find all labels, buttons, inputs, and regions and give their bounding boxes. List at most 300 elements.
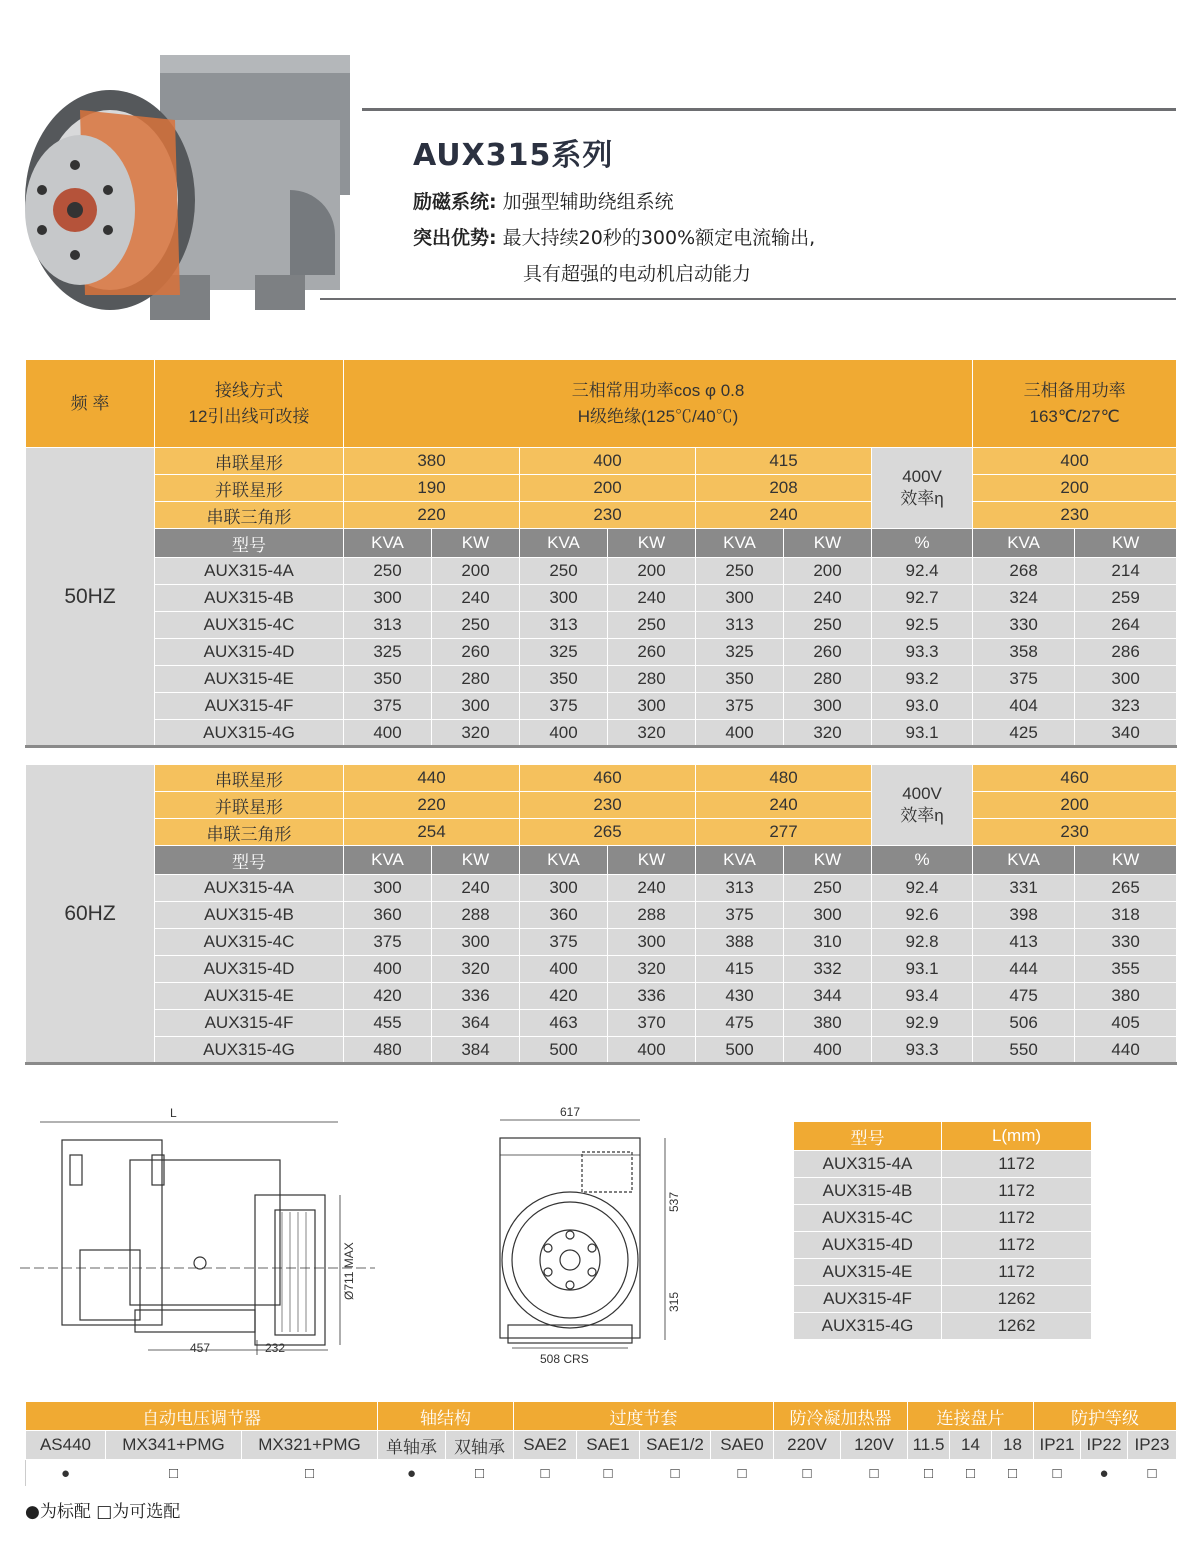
side-length-label: L — [170, 1106, 177, 1120]
option-value: SAE2 — [514, 1431, 577, 1460]
table-row — [26, 902, 1177, 929]
side-dim-232: 232 — [265, 1341, 286, 1355]
option-value: SAE1 — [577, 1431, 640, 1460]
value-cell: 280 — [432, 666, 520, 693]
col-header-pct: % — [872, 846, 973, 875]
value-cell: 250 — [784, 875, 872, 902]
table-row — [26, 875, 1177, 902]
option-value: 18 — [992, 1431, 1034, 1460]
value-cell: 404 — [973, 693, 1075, 720]
model-cell: AUX315-4G — [155, 720, 344, 747]
standby-voltage-cell: 200 — [973, 475, 1177, 502]
value-cell: 350 — [344, 666, 432, 693]
standby-voltage-cell: 460 — [973, 765, 1177, 792]
table-row — [794, 1286, 1092, 1313]
value-cell: 259 — [1075, 585, 1177, 612]
value-cell: 280 — [608, 666, 696, 693]
efficiency-label: 400V 效率η — [872, 765, 973, 846]
header-top-rule — [362, 108, 1176, 111]
value-cell: 344 — [784, 983, 872, 1010]
value-cell: 324 — [973, 585, 1075, 612]
option-value: IP23 — [1128, 1431, 1177, 1460]
option-value: 双轴承 — [446, 1431, 514, 1460]
voltage-cell: 230 — [520, 792, 696, 819]
option-value: MX341+PMG — [106, 1431, 242, 1460]
side-diameter-label: Ø711 MAX — [342, 1242, 356, 1300]
value-cell: 240 — [608, 585, 696, 612]
option-mark: □ — [106, 1460, 242, 1487]
value-cell: 375 — [344, 693, 432, 720]
col-model-header: 型号 — [155, 529, 344, 558]
table-row — [26, 956, 1177, 983]
spec-table — [25, 359, 1177, 1065]
voltage-cell: 220 — [344, 792, 520, 819]
value-cell: 388 — [696, 929, 784, 956]
value-cell: 93.2 — [872, 666, 973, 693]
table-row — [794, 1232, 1092, 1259]
value-cell: 250 — [344, 558, 432, 585]
value-cell: 300 — [784, 693, 872, 720]
wiring-label: 串联星形 — [155, 448, 344, 475]
wiring-label: 串联三角形 — [155, 819, 344, 846]
front-height-537: 537 — [667, 1191, 681, 1212]
value-cell: 400 — [344, 956, 432, 983]
option-group-coupling: 连接盘片 — [908, 1402, 1034, 1431]
value-cell: 250 — [696, 558, 784, 585]
value-cell: 300 — [520, 585, 608, 612]
value-cell: 200 — [608, 558, 696, 585]
table-row — [26, 612, 1177, 639]
dim-length-cell: 1172 — [942, 1232, 1092, 1259]
table-row — [26, 1037, 1177, 1064]
dim-length-cell: 1172 — [942, 1178, 1092, 1205]
value-cell: 370 — [608, 1010, 696, 1037]
value-cell: 330 — [1075, 929, 1177, 956]
value-cell: 350 — [520, 666, 608, 693]
voltage-cell: 220 — [344, 502, 520, 529]
col-header-kva: KVA — [344, 529, 432, 558]
option-value: MX321+PMG — [242, 1431, 378, 1460]
value-cell: 430 — [696, 983, 784, 1010]
voltage-cell: 460 — [520, 765, 696, 792]
freq-header: 频 率 — [26, 360, 155, 448]
col-header-kw: KW — [432, 529, 520, 558]
value-cell: 260 — [432, 639, 520, 666]
standby-voltage-cell: 200 — [973, 792, 1177, 819]
option-mark: □ — [841, 1460, 908, 1487]
value-cell: 92.6 — [872, 902, 973, 929]
col-header-kva: KVA — [344, 846, 432, 875]
standby-power-header: 三相备用功率 163℃/27℃ — [973, 360, 1177, 448]
option-mark: ● — [26, 1460, 106, 1487]
option-mark: □ — [1128, 1460, 1177, 1487]
voltage-cell: 380 — [344, 448, 520, 475]
option-value: IP21 — [1034, 1431, 1081, 1460]
value-cell: 325 — [520, 639, 608, 666]
value-cell: 355 — [1075, 956, 1177, 983]
dim-model-cell: AUX315-4B — [794, 1178, 942, 1205]
voltage-cell: 265 — [520, 819, 696, 846]
value-cell: 240 — [432, 585, 520, 612]
option-value: SAE0 — [711, 1431, 774, 1460]
option-group-avr: 自动电压调节器 — [26, 1402, 378, 1431]
value-cell: 300 — [608, 693, 696, 720]
continuous-power-header: 三相常用功率cos φ 0.8 H级绝缘(125℃/40℃) — [344, 360, 973, 448]
option-group-adapter: 过度节套 — [514, 1402, 774, 1431]
value-cell: 260 — [784, 639, 872, 666]
option-mark: □ — [908, 1460, 950, 1487]
voltage-cell: 400 — [520, 448, 696, 475]
option-value: 120V — [841, 1431, 908, 1460]
value-cell: 320 — [608, 720, 696, 747]
value-cell: 405 — [1075, 1010, 1177, 1037]
voltage-cell: 440 — [344, 765, 520, 792]
voltage-cell: 208 — [696, 475, 872, 502]
value-cell: 300 — [1075, 666, 1177, 693]
dim-length-cell: 1262 — [942, 1313, 1092, 1340]
value-cell: 260 — [608, 639, 696, 666]
col-header-kw: KW — [1075, 846, 1177, 875]
table-row — [794, 1313, 1092, 1340]
value-cell: 250 — [784, 612, 872, 639]
advantage-line — [413, 223, 815, 250]
value-cell: 300 — [520, 875, 608, 902]
frequency-cell: 50HZ — [26, 448, 155, 747]
value-cell: 200 — [432, 558, 520, 585]
option-mark: □ — [446, 1460, 514, 1487]
value-cell: 300 — [344, 585, 432, 612]
value-cell: 93.4 — [872, 983, 973, 1010]
dim-header-length: L(mm) — [942, 1122, 1092, 1151]
advantage-label: 突出优势: — [413, 227, 497, 249]
value-cell: 400 — [344, 720, 432, 747]
model-cell: AUX315-4G — [155, 1037, 344, 1064]
value-cell: 330 — [973, 612, 1075, 639]
value-cell: 463 — [520, 1010, 608, 1037]
col-header-kw: KW — [608, 529, 696, 558]
value-cell: 300 — [784, 902, 872, 929]
value-cell: 250 — [608, 612, 696, 639]
value-cell: 350 — [696, 666, 784, 693]
value-cell: 500 — [520, 1037, 608, 1064]
wiring-label: 并联星形 — [155, 792, 344, 819]
value-cell: 93.3 — [872, 639, 973, 666]
dim-model-cell: AUX315-4A — [794, 1151, 942, 1178]
voltage-cell: 480 — [696, 765, 872, 792]
value-cell: 93.3 — [872, 1037, 973, 1064]
option-mark: □ — [711, 1460, 774, 1487]
dim-model-cell: AUX315-4G — [794, 1313, 942, 1340]
generator-image — [20, 50, 360, 330]
col-header-kw: KW — [1075, 529, 1177, 558]
dim-model-cell: AUX315-4F — [794, 1286, 942, 1313]
col-header-kw: KW — [432, 846, 520, 875]
option-mark: □ — [640, 1460, 711, 1487]
value-cell: 300 — [608, 929, 696, 956]
excitation-line — [413, 187, 674, 214]
value-cell: 380 — [1075, 983, 1177, 1010]
value-cell: 364 — [432, 1010, 520, 1037]
table-row — [26, 929, 1177, 956]
wiring-label: 并联星形 — [155, 475, 344, 502]
value-cell: 375 — [520, 929, 608, 956]
option-mark: □ — [950, 1460, 992, 1487]
table-row — [26, 639, 1177, 666]
model-cell: AUX315-4D — [155, 639, 344, 666]
standby-voltage-cell: 230 — [973, 819, 1177, 846]
option-value: 220V — [774, 1431, 841, 1460]
value-cell: 250 — [432, 612, 520, 639]
series-title: AUX315系列 — [413, 138, 614, 173]
value-cell: 336 — [608, 983, 696, 1010]
model-cell: AUX315-4C — [155, 612, 344, 639]
value-cell: 268 — [973, 558, 1075, 585]
value-cell: 400 — [608, 1037, 696, 1064]
value-cell: 288 — [432, 902, 520, 929]
option-value: AS440 — [26, 1431, 106, 1460]
wiring-label: 串联星形 — [155, 765, 344, 792]
option-mark: □ — [992, 1460, 1034, 1487]
model-cell: AUX315-4D — [155, 956, 344, 983]
model-cell: AUX315-4B — [155, 902, 344, 929]
value-cell: 250 — [520, 558, 608, 585]
option-value: 14 — [950, 1431, 992, 1460]
value-cell: 455 — [344, 1010, 432, 1037]
value-cell: 360 — [520, 902, 608, 929]
model-cell: AUX315-4A — [155, 875, 344, 902]
value-cell: 500 — [696, 1037, 784, 1064]
value-cell: 384 — [432, 1037, 520, 1064]
col-header-kw: KW — [608, 846, 696, 875]
excitation-value: 加强型辅助绕组系统 — [502, 191, 674, 213]
option-group-protection: 防护等级 — [1034, 1402, 1177, 1431]
value-cell: 300 — [344, 875, 432, 902]
value-cell: 415 — [696, 956, 784, 983]
voltage-cell: 190 — [344, 475, 520, 502]
value-cell: 332 — [784, 956, 872, 983]
advantage-value-2: 具有超强的电动机启动能力 — [523, 263, 752, 285]
value-cell: 400 — [520, 720, 608, 747]
model-cell: AUX315-4E — [155, 666, 344, 693]
value-cell: 323 — [1075, 693, 1177, 720]
value-cell: 506 — [973, 1010, 1075, 1037]
front-base-label: 508 CRS — [540, 1352, 589, 1366]
dim-length-cell: 1172 — [942, 1151, 1092, 1178]
value-cell: 93.1 — [872, 956, 973, 983]
value-cell: 375 — [696, 902, 784, 929]
value-cell: 310 — [784, 929, 872, 956]
value-cell: 413 — [973, 929, 1075, 956]
options-table — [25, 1401, 1177, 1487]
dim-model-cell: AUX315-4D — [794, 1232, 942, 1259]
voltage-cell: 240 — [696, 502, 872, 529]
value-cell: 92.7 — [872, 585, 973, 612]
value-cell: 320 — [608, 956, 696, 983]
value-cell: 300 — [432, 693, 520, 720]
value-cell: 240 — [608, 875, 696, 902]
value-cell: 240 — [432, 875, 520, 902]
value-cell: 475 — [696, 1010, 784, 1037]
value-cell: 280 — [784, 666, 872, 693]
value-cell: 400 — [520, 956, 608, 983]
value-cell: 440 — [1075, 1037, 1177, 1064]
value-cell: 313 — [344, 612, 432, 639]
voltage-cell: 415 — [696, 448, 872, 475]
model-cell: AUX315-4F — [155, 1010, 344, 1037]
value-cell: 214 — [1075, 558, 1177, 585]
value-cell: 340 — [1075, 720, 1177, 747]
option-value: 单轴承 — [378, 1431, 446, 1460]
col-header-kva: KVA — [696, 529, 784, 558]
value-cell: 336 — [432, 983, 520, 1010]
value-cell: 325 — [696, 639, 784, 666]
value-cell: 358 — [973, 639, 1075, 666]
table-row — [26, 585, 1177, 612]
value-cell: 398 — [973, 902, 1075, 929]
col-header-kva: KVA — [696, 846, 784, 875]
block-gap — [26, 747, 1177, 765]
col-model-header: 型号 — [155, 846, 344, 875]
value-cell: 93.1 — [872, 720, 973, 747]
front-view-drawing — [490, 1100, 690, 1370]
wiring-label: 串联三角形 — [155, 502, 344, 529]
option-mark: □ — [577, 1460, 640, 1487]
value-cell: 300 — [696, 585, 784, 612]
voltage-cell: 200 — [520, 475, 696, 502]
side-dim-457: 457 — [190, 1341, 211, 1355]
table-row — [794, 1178, 1092, 1205]
value-cell: 475 — [973, 983, 1075, 1010]
model-cell: AUX315-4F — [155, 693, 344, 720]
value-cell: 550 — [973, 1037, 1075, 1064]
table-row — [26, 558, 1177, 585]
value-cell: 320 — [432, 956, 520, 983]
value-cell: 420 — [520, 983, 608, 1010]
col-header-kw: KW — [784, 529, 872, 558]
option-mark: □ — [1034, 1460, 1081, 1487]
value-cell: 92.9 — [872, 1010, 973, 1037]
value-cell: 313 — [696, 612, 784, 639]
option-mark: □ — [242, 1460, 378, 1487]
table-row — [794, 1259, 1092, 1286]
model-cell: AUX315-4B — [155, 585, 344, 612]
value-cell: 93.0 — [872, 693, 973, 720]
value-cell: 288 — [608, 902, 696, 929]
value-cell: 320 — [432, 720, 520, 747]
standby-voltage-cell: 230 — [973, 502, 1177, 529]
value-cell: 300 — [432, 929, 520, 956]
value-cell: 318 — [1075, 902, 1177, 929]
option-mark: ● — [1081, 1460, 1128, 1487]
option-mark: □ — [774, 1460, 841, 1487]
dim-model-cell: AUX315-4C — [794, 1205, 942, 1232]
option-value: IP22 — [1081, 1431, 1128, 1460]
table-row — [26, 1010, 1177, 1037]
table-row — [26, 720, 1177, 747]
dim-header-model: 型号 — [794, 1122, 942, 1151]
table-row — [794, 1151, 1092, 1178]
value-cell: 360 — [344, 902, 432, 929]
option-mark: ● — [378, 1460, 446, 1487]
value-cell: 240 — [784, 585, 872, 612]
model-cell: AUX315-4A — [155, 558, 344, 585]
value-cell: 92.4 — [872, 558, 973, 585]
table-row — [26, 983, 1177, 1010]
dimension-table — [793, 1121, 1092, 1340]
value-cell: 92.8 — [872, 929, 973, 956]
table-row — [26, 666, 1177, 693]
value-cell: 265 — [1075, 875, 1177, 902]
value-cell: 286 — [1075, 639, 1177, 666]
value-cell: 480 — [344, 1037, 432, 1064]
header-bottom-rule — [320, 298, 1176, 300]
value-cell: 375 — [973, 666, 1075, 693]
dim-length-cell: 1172 — [942, 1205, 1092, 1232]
voltage-cell: 277 — [696, 819, 872, 846]
efficiency-label: 400V 效率η — [872, 448, 973, 529]
frequency-cell: 60HZ — [26, 765, 155, 1064]
advantage-value-1: 最大持续20秒的300%额定电流输出, — [502, 227, 816, 249]
col-header-kva: KVA — [973, 846, 1075, 875]
value-cell: 400 — [784, 1037, 872, 1064]
option-value: SAE1/2 — [640, 1431, 711, 1460]
wiring-header: 接线方式 12引出线可改接 — [155, 360, 344, 448]
standby-voltage-cell: 400 — [973, 448, 1177, 475]
value-cell: 375 — [696, 693, 784, 720]
value-cell: 375 — [344, 929, 432, 956]
value-cell: 444 — [973, 956, 1075, 983]
voltage-cell: 240 — [696, 792, 872, 819]
col-header-pct: % — [872, 529, 973, 558]
model-cell: AUX315-4E — [155, 983, 344, 1010]
table-row — [794, 1205, 1092, 1232]
voltage-cell: 230 — [520, 502, 696, 529]
value-cell: 400 — [696, 720, 784, 747]
value-cell: 331 — [973, 875, 1075, 902]
value-cell: 92.5 — [872, 612, 973, 639]
front-height-315: 315 — [667, 1291, 681, 1312]
value-cell: 425 — [973, 720, 1075, 747]
col-header-kw: KW — [784, 846, 872, 875]
dim-model-cell: AUX315-4E — [794, 1259, 942, 1286]
value-cell: 264 — [1075, 612, 1177, 639]
table-row — [26, 693, 1177, 720]
voltage-cell: 254 — [344, 819, 520, 846]
col-header-kva: KVA — [973, 529, 1075, 558]
value-cell: 200 — [784, 558, 872, 585]
value-cell: 313 — [520, 612, 608, 639]
option-group-bearing: 轴结构 — [378, 1402, 514, 1431]
value-cell: 380 — [784, 1010, 872, 1037]
option-group-heater: 防冷凝加热器 — [774, 1402, 908, 1431]
value-cell: 375 — [520, 693, 608, 720]
side-view-drawing — [20, 1100, 380, 1370]
value-cell: 325 — [344, 639, 432, 666]
value-cell: 92.4 — [872, 875, 973, 902]
dim-length-cell: 1262 — [942, 1286, 1092, 1313]
legend: ●为标配 □为可选配 — [25, 1502, 181, 1522]
excitation-label: 励磁系统: — [413, 191, 497, 213]
value-cell: 320 — [784, 720, 872, 747]
value-cell: 313 — [696, 875, 784, 902]
option-mark: □ — [514, 1460, 577, 1487]
col-header-kva: KVA — [520, 846, 608, 875]
dim-length-cell: 1172 — [942, 1259, 1092, 1286]
front-width-label: 617 — [560, 1105, 581, 1119]
col-header-kva: KVA — [520, 529, 608, 558]
value-cell: 420 — [344, 983, 432, 1010]
option-value: 11.5 — [908, 1431, 950, 1460]
